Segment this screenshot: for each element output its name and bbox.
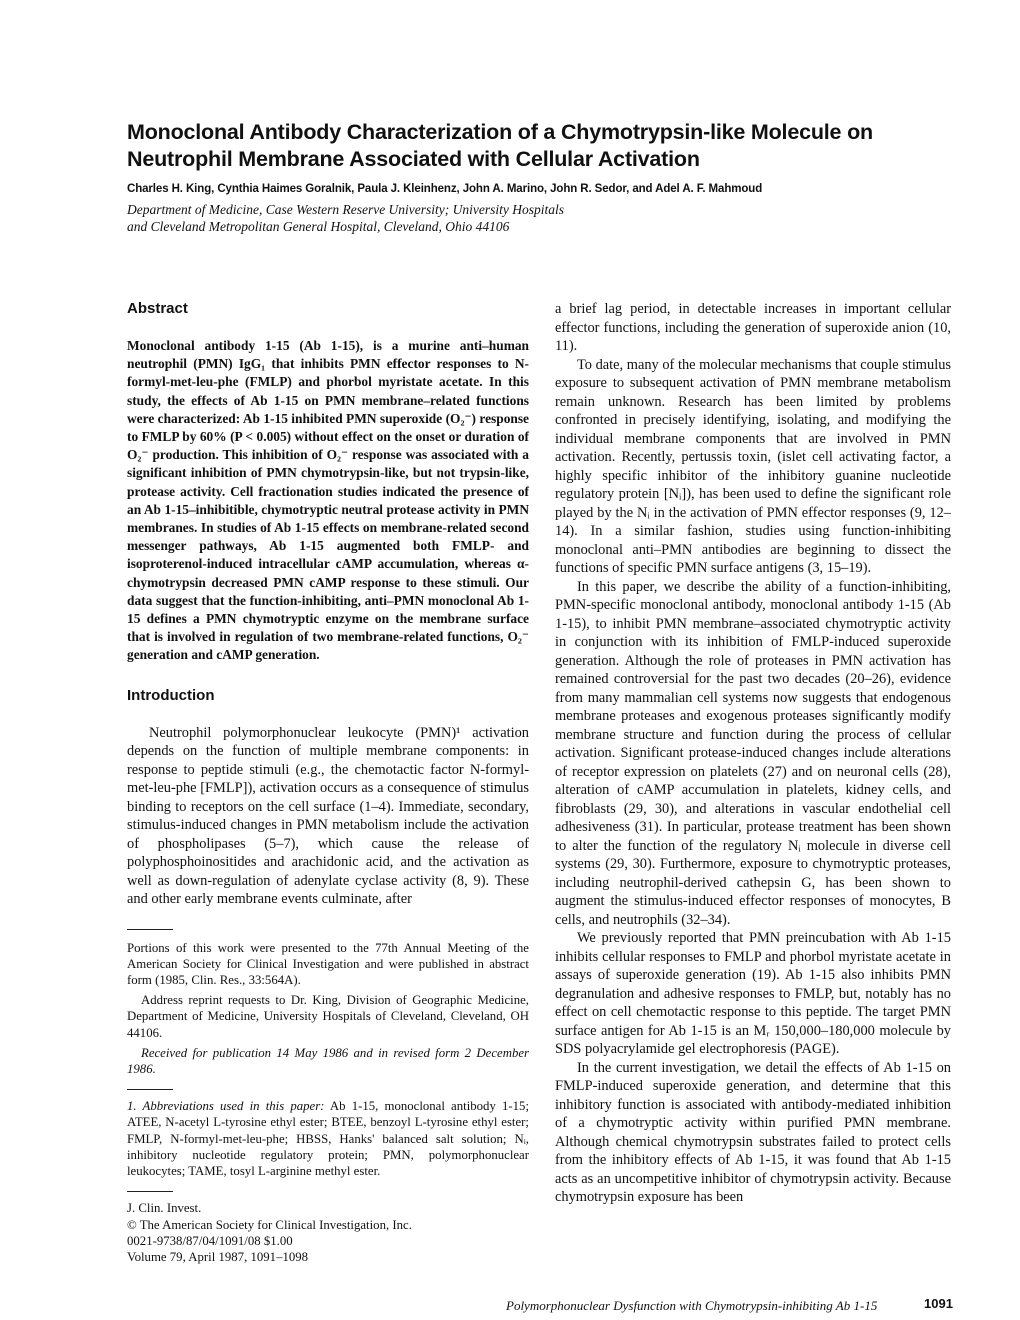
- journal-name: J. Clin. Invest.: [127, 1201, 202, 1216]
- footnote-divider: [127, 929, 173, 930]
- affiliation-line-1: Department of Medicine, Case Western Reserve University; University Hospitals: [127, 202, 565, 217]
- author-list: Charles H. King, Cynthia Haimes Goralnik, Paula J. Kleinhenz, John A. Marino, John R. Sedor, and Adel A. F. Mahmoud: [127, 183, 763, 195]
- affiliation-line-2: and Cleveland Metropolitan General Hospital, Cleveland, Ohio 44106: [127, 219, 510, 234]
- body-paragraph-4: We previously reported that PMN preincubation with Ab 1-15 inhibits cellular responses to FMLP and phorbol myristate acetate in assays of superoxide generation (19). Ab 1-15 also inhibits PMN degranulation and adhesive responses to FMLP, but, notably has no effect on cell chemotactic response to this peptide. The target PMN surface antigen for Ab 1-15 is an Mᵣ 150,000–180,000 molecule by SDS polyacrylamide gel electrophoresis (PAGE).: [555, 930, 951, 1057]
- body-paragraph-2: To date, many of the molecular mechanisms that couple stimulus exposure to subsequent activation of PMN membrane metabolism remain unknown. Research has been limited by problems confronted in precisely identifying, isolating, and modifying the individual membrane components that are involved in PMN activation. Recently, pertussis toxin, (islet cell activating factor, a highly specific inhibitor of the inhibitory guanine nucleotide regulatory protein [Nᵢ]), has been used to define the significant role played by the Nᵢ in the activation of PMN effector responses (9, 12–14). In a similar fashion, studies using function-inhibiting monoclonal anti–PMN antibodies are beginning to dissect the functions of specific PMN surface antigens (3, 15–19).: [555, 356, 951, 576]
- body-paragraph-1: a brief lag period, in detectable increases in important cellular effector functions, including the generation of superoxide anion (10, 11).: [555, 301, 951, 354]
- footnote-address: Address reprint requests to Dr. King, Division of Geographic Medicine, Department of Medicine, University Hospitals of Cleveland, Cleveland, OH 44106.: [127, 993, 529, 1040]
- running-footer: Polymorphonuclear Dysfunction with Chymotrypsin-inhibiting Ab 1-15: [506, 1298, 878, 1313]
- abbreviations-label: 1. Abbreviations used in this paper:: [127, 1099, 325, 1114]
- left-column: [127, 300, 529, 1265]
- footnote-abbreviations: [127, 1098, 529, 1179]
- page-number: 1091: [924, 1296, 953, 1311]
- abstract-heading: Abstract: [127, 300, 188, 317]
- article-title: [127, 119, 927, 173]
- title-line-2: Neutrophil Membrane Associated with Cellular Activation: [127, 147, 700, 171]
- body-paragraph-5: In the current investigation, we detail the effects of Ab 1-15 on FMLP-induced superoxide generation, and determine that this inhibitory function is associated with antibody-mediated inhibition of a chymotryptic activity within purified PMN membrane. Although chemical chymotrypsin substrates failed to protect cells from the inhibitory effects of Ab 1-15, it was found that Ab 1-15 acts as an uncompetitive inhibitor of chymotrypsin activity. Because chymotrypsin exposure has been: [555, 1059, 951, 1205]
- introduction-heading: Introduction: [127, 686, 215, 704]
- introduction-paragraph: Neutrophil polymorphonuclear leukocyte (PMN)¹ activation depends on the function of multiple membrane components: in response to peptide stimuli (e.g., the chemotactic factor N-formyl-met-leu-phe [FMLP]), activation occurs as a consequence of stimulus binding to receptors on the cell surface (1–4). Immediate, secondary, stimulus-induced changes in PMN metabolism include the activation of phospholipases (5–7), which cause the release of polyphosphoinositides and arachidonic acid, and the activation as well as down-regulation of adenylate cyclase activity (8, 9). These and other early membrane events culminate, after: [127, 724, 529, 908]
- affiliation: [127, 201, 564, 235]
- abbreviation-divider: [127, 1089, 173, 1090]
- footnote-received: Received for publication 14 May 1986 and in revised form 2 December 1986.: [127, 1045, 529, 1077]
- copyright-line: © The American Society for Clinical Investigation, Inc.: [127, 1217, 412, 1232]
- body-paragraph-3: In this paper, we describe the ability of a function-inhibiting, PMN-specific monoclonal antibody, monoclonal antibody 1-15 (Ab 1-15), to inhibit PMN membrane–associated chymotryptic activity in conjunction with its inhibition of FMLP-induced superoxide generation. Although the role of proteases in PMN activation has remained controversial for the past two decades (20–26), evidence from many mammalian cell systems now suggests that endogenous membrane proteases and exogenous proteases significantly modify membrane structure and function during the process of cellular activation. Significant protease-induced changes include alterations of receptor expression on platelets (27) and on neuronal cells (28), alteration of cAMP accumulation in platelets, kidney cells, and fibroblasts (29, 30), and alterations in vascular endothelial cell adhesiveness (31). In particular, protease treatment has been shown to alter the function of the regulatory Nᵢ molecule in diverse cell systems (29, 30). Furthermore, exposure to chymotryptic proteases, including neutrophil-derived cathepsin G, has been shown to augment the stimulus-induced effector responses of monocytes, B cells, and neutrophils (32–34).: [555, 578, 951, 928]
- right-column: [555, 300, 951, 1207]
- citation-divider: [127, 1191, 173, 1192]
- abbreviations-text: Ab 1-15, monoclonal antibody 1-15; ATEE, N-acetyl L-tyrosine ethyl ester; BTEE, benzoyl L-tyrosine ethyl ester; FMLP, N-formyl-met-leu-phe; HBSS, Hanks' balanced salt solution; Nᵢ, inhibitory nucleotide regulatory protein; PMN, polymorphonuclear leukocytes; TAME, tosyl L-arginine methyl ester.: [127, 1099, 530, 1179]
- abstract-text: Monoclonal antibody 1-15 (Ab 1-15), is a murine anti–human neutrophil (PMN) IgG₁ that inhibits PMN effector responses to N-formyl-met-leu-phe (FMLP) and phorbol myristate acetate. In this study, the effects of Ab 1-15 on PMN membrane–related functions were characterized: Ab 1-15 inhibited PMN superoxide (O₂⁻) response to FMLP by 60% (P < 0.005) without effect on the onset or duration of O₂⁻ production. This inhibition of O₂⁻ response was associated with a significant inhibition of PMN chymotrypsin-like, but not trypsin-like, protease activity. Cell fractionation studies indicated the presence of an Ab 1-15–inhibitible, chymotryptic neutral protease activity in PMN membranes. In studies of Ab 1-15 effects on membrane-related second messenger pathways, Ab 1-15 augmented both FMLP- and isoproterenol-induced intracellular cAMP accumulation, whereas α-chymotrypsin decreased PMN cAMP response to these stimuli. Our data suggest that the function-inhibiting, anti–PMN monoclonal Ab 1-15 defines a PMN chymotryptic enzyme on the membrane surface that is involved in regulation of two membrane-related functions, O₂⁻ generation and cAMP generation.: [127, 338, 529, 663]
- footnote-meeting: Portions of this work were presented to the 77th Annual Meeting of the American Society for Clinical Investigation and were published in abstract form (1985, Clin. Res., 33:564A).: [127, 940, 529, 988]
- issn-line: 0021-9738/87/04/1091/08 $1.00: [127, 1233, 293, 1248]
- title-line-1: Monoclonal Antibody Characterization of a Chymotrypsin-like Molecule on: [127, 120, 873, 144]
- volume-line: Volume 79, April 1987, 1091–1098: [127, 1249, 309, 1264]
